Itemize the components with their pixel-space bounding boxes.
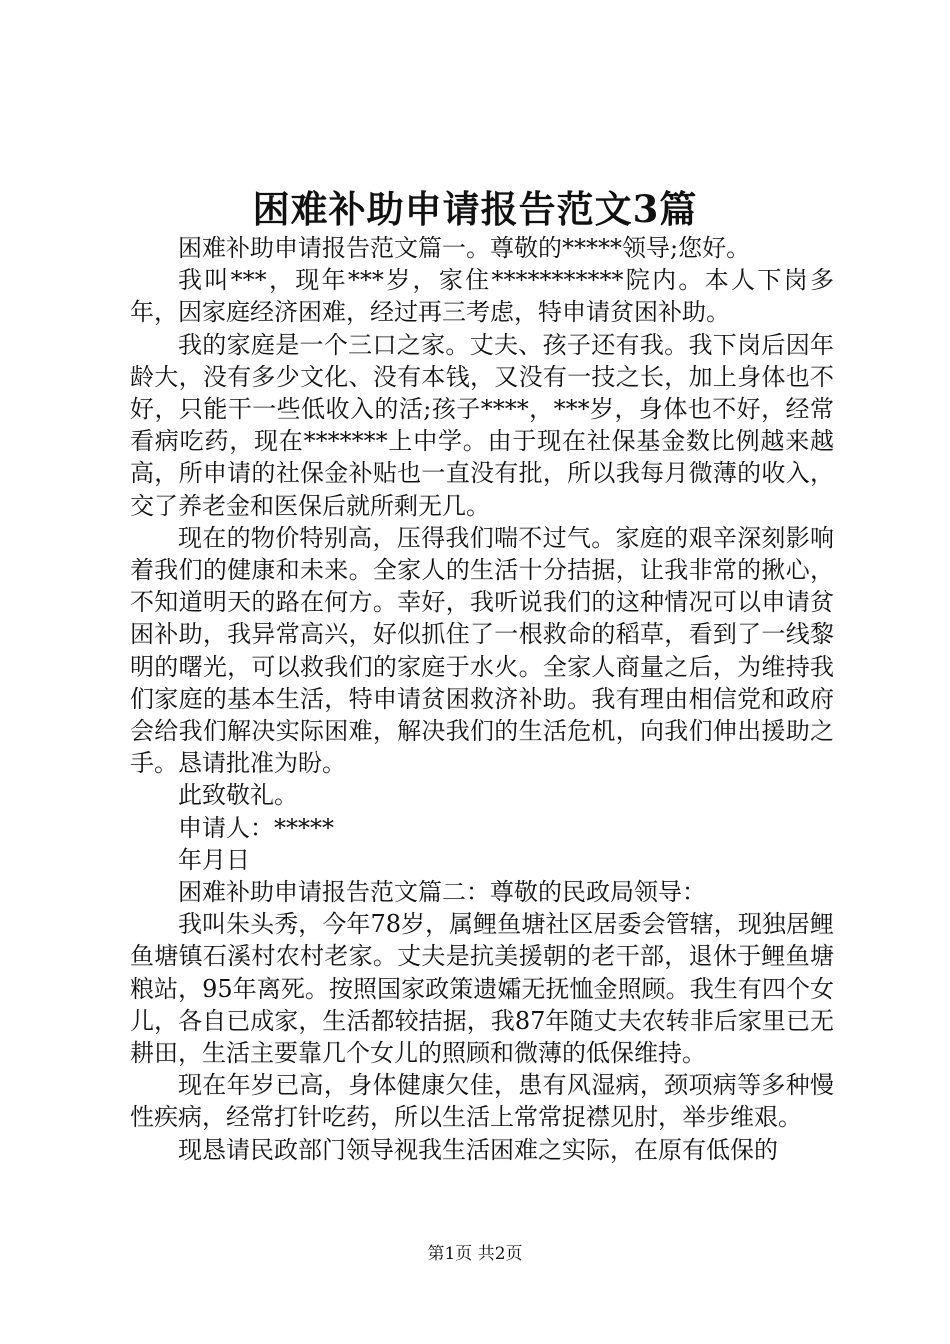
document-title: 困难补助申请报告范文3篇: [252, 187, 698, 231]
paragraph-3: 我的家庭是一个三口之家。丈夫、孩子还有我。我下岗后因年龄大，没有多少文化、没有本钱，又没有一技之长，加上身体也不好，只能干一些低收入的活;孩子****，***岁，身体也不好，经常看病吃药，现在*******上中学。由于现在社保基金数比例越来越高，所申请的社保金补贴也一直没有批，所以我每月微薄的收入，交了养老金和医保后就所剩无几。: [130, 330, 834, 520]
paragraph-4: 现在的物价特别高，压得我们喘不过气。家庭的艰辛深刻影响着我们的健康和未来。全家人的生活十分拮据，让我非常的揪心，不知道明天的路在何方。幸好，我听说我们的这种情况可以申请贫困补助，我异常高兴，好似抓住了一根救命的稻草，看到了一线黎明的曙光，可以救我们的家庭于水火。全家人商量之后，为维持我们家庭的基本生活，特申请贫困救济补助。我有理由相信党和政府会给我们解决实际困难，解决我们的生活危机，向我们伸出援助之手。恳请批准为盼。: [130, 523, 834, 778]
paragraph-2: 我叫***，现年***岁，家住***********院内。本人下岗多年，因家庭经济困难，经过再三考虑，特申请贫困补助。: [130, 266, 834, 327]
paragraph-section-two-heading: 困难补助申请报告范文篇二：尊敬的民政局领导：: [178, 878, 706, 907]
paragraph-section-two-3: 现恳请民政部门领导视我生活困难之实际，在原有低保的: [178, 1135, 778, 1164]
document-body: [130, 232, 834, 1166]
page-footer: 第1页 共2页: [427, 1244, 523, 1264]
paragraph-closing: 此致敬礼。: [178, 781, 298, 810]
paragraph-section-two-1: 我叫朱头秀，今年78岁，属鲤鱼塘社区居委会管辖，现独居鲤鱼塘镇石溪村农村老家。丈夫是抗美援朝的老干部，退休于鲤鱼塘粮站，95年离死。按照国家政策遗孀无抚恤金照顾。我生有四个女儿，各自已成家，生活都较拮据，我87年随丈夫农转非后家里已无耕田，生活主要靠几个女儿的照顾和微薄的低保维持。: [130, 910, 834, 1068]
paragraph-applicant: 申请人：*****: [178, 813, 334, 842]
paragraph-section-two-2: 现在年岁已高，身体健康欠佳，患有风湿病，颈项病等多种慢性疾病，经常打针吃药，所以生活上常常捉襟见肘，举步维艰。: [130, 1071, 834, 1132]
paragraph-date: 年月日: [178, 845, 250, 874]
paragraph-1: 困难补助申请报告范文篇一。尊敬的*****领导;您好。: [178, 234, 751, 262]
